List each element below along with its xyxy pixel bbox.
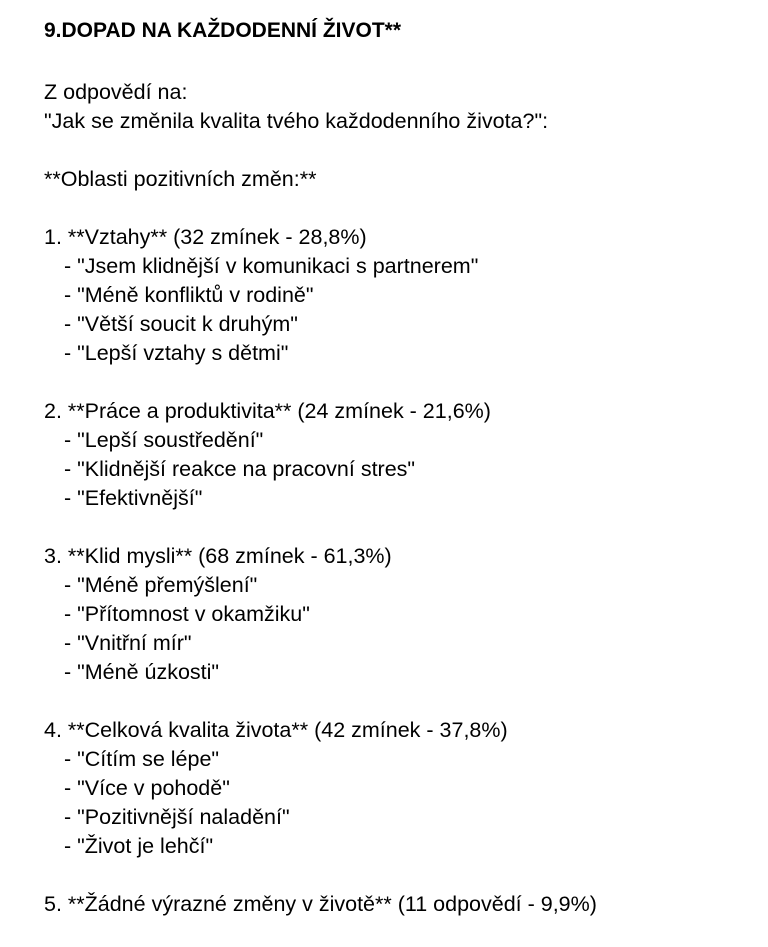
document	[44, 18, 764, 919]
list-item: - "Efektivnější"	[64, 486, 203, 510]
list-item: - "Lepší soustředění"	[64, 428, 264, 452]
list-item: - "Cítím se lépe"	[64, 747, 220, 771]
spacer	[44, 194, 764, 223]
intro-line-1: Z odpovědí na:	[44, 80, 188, 104]
list-item: - "Život je lehčí"	[64, 834, 214, 858]
spacer	[44, 136, 764, 165]
list-item: - "Lepší vztahy s dětmi"	[64, 341, 289, 365]
list-item: - "Pozitivnější naladění"	[64, 805, 290, 829]
list-item: - "Méně úzkosti"	[64, 660, 220, 684]
intro-question: "Jak se změnila kvalita tvého každodenního života?":	[44, 109, 549, 133]
list-item: - "Více v pohodě"	[64, 776, 230, 800]
area-heading-relationships: 1. **Vztahy** (32 zmínek - 28,8%)	[44, 225, 367, 249]
list-item: - "Méně konfliktů v rodině"	[64, 283, 314, 307]
list-item: - "Přítomnost v okamžiku"	[64, 602, 310, 626]
spacer	[44, 861, 764, 890]
list-item: - "Klidnější reakce na pracovní stres"	[64, 457, 416, 481]
list-item: - "Méně přemýšlení"	[64, 573, 258, 597]
area-heading-quality-of-life: 4. **Celková kvalita života** (42 zmínek - 37,8%)	[44, 718, 508, 742]
area-heading-work: 2. **Práce a produktivita** (24 zmínek - 21,6%)	[44, 399, 491, 423]
list-item: - "Jsem klidnější v komunikaci s partnerem"	[64, 254, 479, 278]
spacer	[44, 368, 764, 397]
spacer	[44, 687, 764, 716]
area-heading-no-changes: 5. **Žádné výrazné změny v životě** (11 odpovědí - 9,9%)	[44, 892, 597, 916]
spacer	[44, 513, 764, 542]
section-heading: **Oblasti pozitivních změn:**	[44, 167, 317, 191]
document-title: 9.DOPAD NA KAŽDODENNÍ ŽIVOT**	[44, 19, 402, 42]
list-item: - "Vnitřní mír"	[64, 631, 192, 655]
list-item: - "Větší soucit k druhým"	[64, 312, 298, 336]
area-heading-peace-of-mind: 3. **Klid mysli** (68 zmínek - 61,3%)	[44, 544, 392, 568]
